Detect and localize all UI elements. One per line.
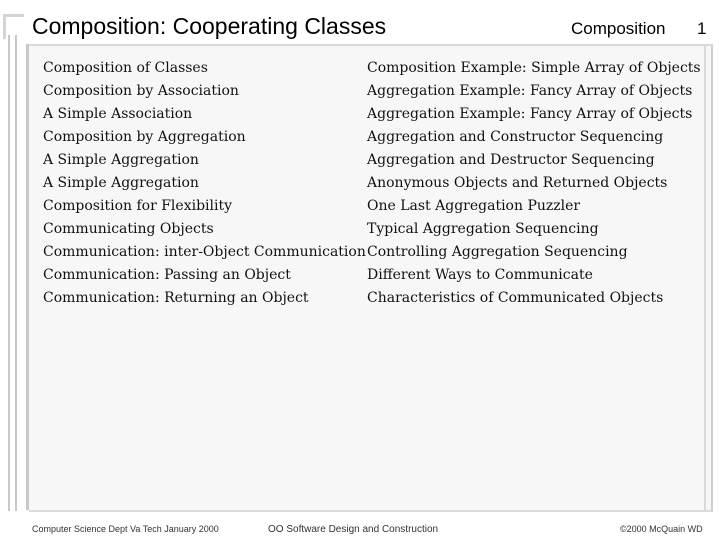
topic-item: Communication: inter-Object Communication [43, 244, 366, 260]
frame-left-bar [8, 35, 17, 511]
footer-department: Computer Science Dept Va Tech January 2000 [32, 524, 219, 534]
topic-item: Anonymous Objects and Returned Objects [367, 175, 668, 191]
topic-item: Composition of Classes [43, 60, 208, 76]
footer-copyright: ©2000 McQuain WD [620, 524, 703, 534]
topic-item: Communication: Passing an Object [43, 267, 291, 283]
topic-item: Typical Aggregation Sequencing [367, 221, 599, 237]
topic-list-right [367, 57, 701, 310]
topic-item: Aggregation Example: Fancy Array of Objects [367, 83, 693, 99]
section-label: Composition [571, 19, 666, 38]
topic-item: Composition by Aggregation [43, 129, 246, 145]
topic-list-left [43, 57, 366, 310]
topic-item: A Simple Association [43, 106, 193, 122]
page-number: 1 [697, 19, 707, 38]
topic-item: Composition by Association [43, 83, 239, 99]
slide-title: Composition: Cooperating Classes [32, 13, 387, 39]
topic-item: One Last Aggregation Puzzler [367, 198, 581, 214]
topic-item: Composition for Flexibility [43, 198, 232, 214]
topic-item: A Simple Aggregation [43, 152, 199, 168]
topic-item: Aggregation and Constructor Sequencing [367, 129, 664, 145]
topic-item: Composition Example: Simple Array of Objects [367, 60, 701, 76]
topic-item: Aggregation and Destructor Sequencing [367, 152, 655, 168]
topic-item: Different Ways to Communicate [367, 267, 593, 283]
topic-item: Controlling Aggregation Sequencing [367, 244, 628, 260]
topic-item: Characteristics of Communicated Objects [367, 290, 664, 306]
topic-item: A Simple Aggregation [43, 175, 199, 191]
topic-item: Communication: Returning an Object [43, 290, 309, 306]
topic-item: Communicating Objects [43, 221, 214, 237]
topic-item: Aggregation Example: Fancy Array of Objects [367, 106, 693, 122]
footer-course: OO Software Design and Construction [268, 524, 439, 535]
